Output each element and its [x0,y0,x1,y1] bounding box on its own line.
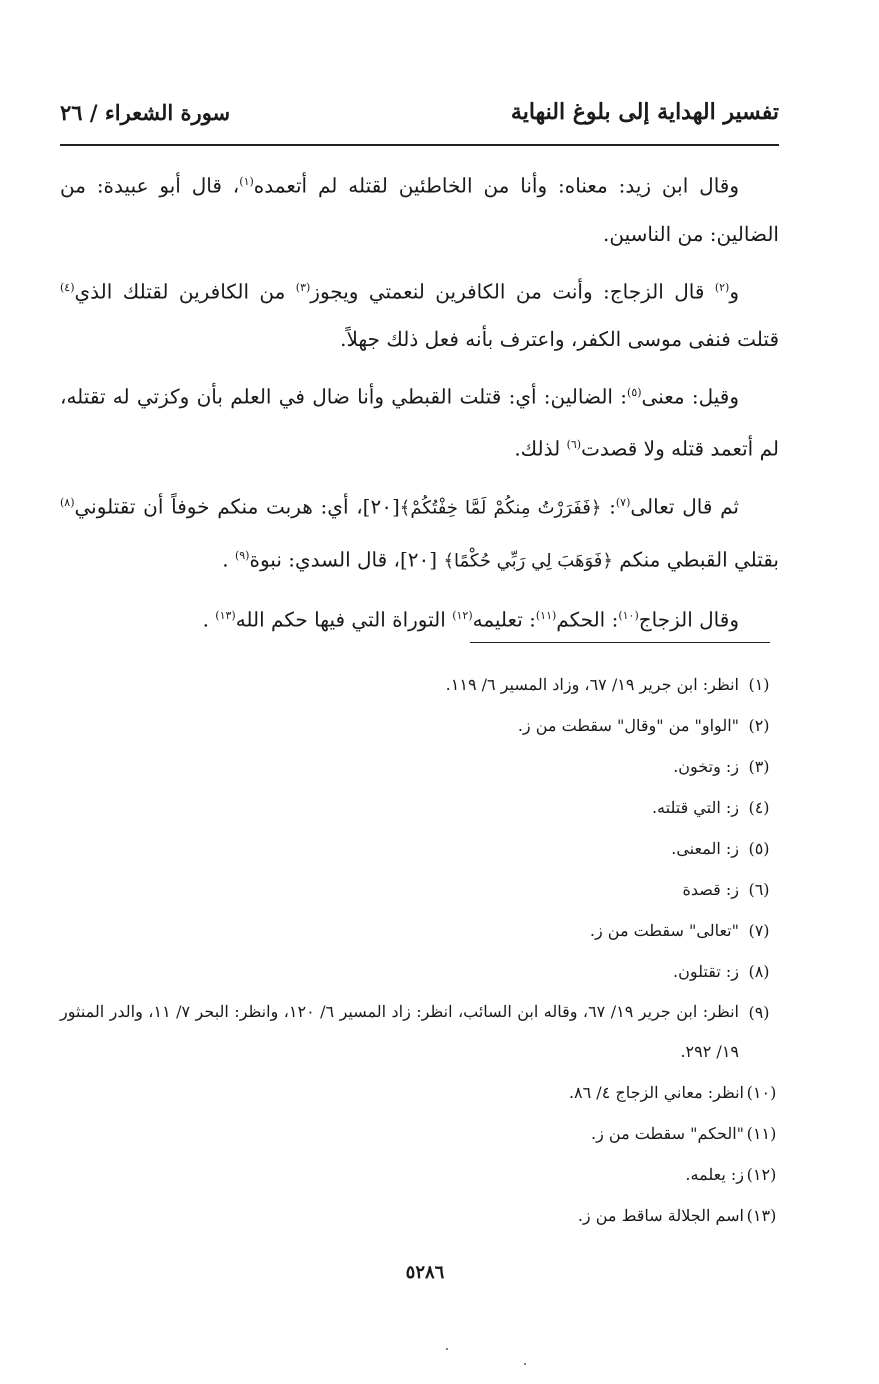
footnote-item [60,1113,779,1154]
footnote-ref: (٣) [295,280,311,294]
text-run: [٢٠]، أي: هربت منكم خوفاً أن تقتلوني [74,494,400,519]
footnote-text: اسم الجلالة ساقط من ز. [577,1206,744,1225]
footnote-ref: (٥) [627,386,642,400]
footnote-text: "الواو" من "وقال" سقطت من ز. [517,716,739,735]
footnote-number: (١٣) [746,1206,777,1225]
text-run: وقال الزجاج [638,607,739,632]
footnote-separator [470,642,770,643]
footnote-item [60,910,779,951]
footnote-ref: (١١) [535,608,557,622]
footnote-item [60,787,779,828]
footnote-text: ز: المعنى. [671,839,739,858]
footnote-text: "الحكم" سقطت من ز. [590,1124,744,1143]
footnote-number: (٤) [748,798,770,817]
text-run: ، قال أبو عبيدة: من الضالين: من الناسين. [60,173,779,246]
footnote-number: (٥) [748,839,770,858]
footnote-number: (١٢) [746,1165,777,1184]
footnote-item [60,1195,779,1236]
body-paragraph [60,369,779,472]
footnote-number: (١٠) [746,1083,777,1102]
footnote-ref: (١٣) [215,608,236,622]
text-run: من الكافرين لقتلك الذي [74,279,296,304]
footnote-ref: (٦) [566,437,582,451]
footnotes [60,664,779,1236]
footnote-ref: (٨) [60,495,75,509]
footnote-number: (١١) [746,1124,777,1143]
footnote-item [60,664,779,705]
scan-speck [446,1348,448,1350]
footnote-text: ز: التي قتلته. [651,798,739,817]
surah-label: سورة الشعراء / ٢٦ [60,99,231,125]
footnote-ref: (١) [239,175,254,188]
footnote-number: (٣) [748,757,770,776]
footnote-item [60,869,779,910]
text-run: : الحكم [556,607,619,632]
footnote-item [60,992,779,1072]
footnote-text: ز: قصدة [682,880,739,899]
book-title: تفسير الهداية إلى بلوغ النهاية [510,99,779,125]
text-run: : الضالين: أي: قتلت القبطي وأنا ضال في العلم بأن وكزتي له تقتله، لم أتعمد قتله ولا قصدت [60,384,779,461]
footnote-number: (١) [748,675,770,694]
text-run: وقيل: معنى [641,384,740,409]
running-header [60,92,779,132]
footnote-text: ز: يعلمه. [685,1165,744,1184]
header-rule [60,144,779,146]
page-number: ٥٢٨٦ [405,1262,445,1283]
footnote-text: انظر: ابن جرير ١٩/ ٦٧، وزاد المسير ٦/ ١١٩. [445,675,739,694]
footnote-number: (٢) [748,716,770,735]
body-paragraph [60,158,779,258]
footnote-ref: (٢) [714,280,730,294]
text-run: [٢٠]، قال السدي: نبوة [249,547,444,572]
text-run: ثم قال تعالى [630,494,739,519]
text-run: التوراة التي فيها حكم الله [235,607,453,632]
text-run: قتلت فنفى موسى الكفر، واعترف بأنه فعل ذلك جهلاً. [340,327,779,352]
text-run: . [202,607,216,632]
text-run: لذلك. [514,436,567,461]
quran-verse: ﴿فَفَرَرْتُ مِنكُمْ لَمَّا خِفْتُكُمْ﴾ [399,497,602,519]
footnote-ref: (٤) [60,280,75,294]
text-run: وقال ابن زيد: معناه: وأنا من الخاطئين لقتله لم أتعمده [253,173,740,198]
footnote-ref: (٧) [615,495,631,509]
footnote-number: (٨) [748,962,770,981]
footnote-text: انظر: ابن جرير ١٩/ ٦٧، وقاله ابن السائب، انظر: زاد المسير ٦/ ١٢٠، وانظر: البحر ٧/ ١١، والدر المنثور ١٩/ ٢٩٢. [60,1002,739,1061]
text-run: : [601,494,616,519]
body-paragraph [60,264,779,364]
footnote-text: "تعالى" سقطت من ز. [589,921,739,940]
footnote-number: (٦) [748,880,770,899]
text-run: بقتلي القبطي منكم [612,547,779,572]
text-run: و [729,279,739,304]
footnote-item [60,1154,779,1195]
footnote-item [60,828,779,869]
text-run: . [222,547,235,572]
footnote-text: انظر: معاني الزجاج ٤/ ٨٦. [568,1083,744,1102]
footnote-item [60,705,779,746]
body-paragraph [60,479,779,586]
footnote-number: (٩) [748,1003,770,1022]
footnote-text: ز: تقتلون. [673,962,739,981]
footnote-number: (٧) [748,921,770,940]
footnote-ref: (٩) [234,549,250,563]
footnote-ref: (١٢) [452,608,473,622]
quran-verse: ﴿فَوَهَبَ لِي رَبِّي حُكْمًا﴾ [443,550,613,572]
footnote-item [60,951,779,992]
main-text [60,158,779,650]
footnote-item [60,746,779,787]
text-run: : تعليمه [472,607,536,632]
footnote-ref: (١٠) [618,608,639,622]
footnote-text: ز: وتخون. [673,757,739,776]
footnote-item [60,1072,779,1113]
scan-speck [524,1363,526,1365]
body-paragraph [60,592,779,644]
text-run: قال الزجاج: وأنت من الكافرين لنعمتي ويجوز [310,279,715,304]
